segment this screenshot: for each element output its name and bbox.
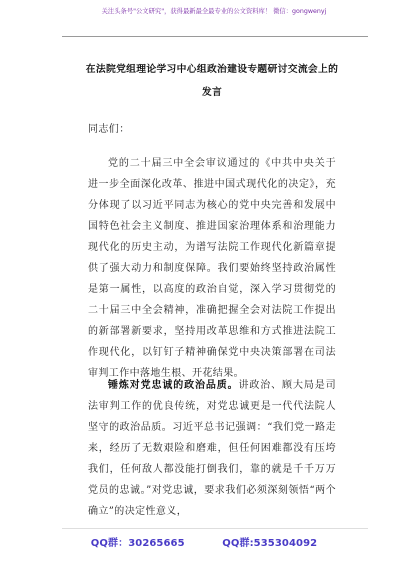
footer-contact [0, 534, 408, 549]
paragraph-2-lead: 锤炼对党忠诚的政治品质。 [108, 380, 239, 391]
header-promo-note: 关注头条号"公文研究"，获得最新最全最专业的公文资料库！ 微信：gongwenyj [101, 8, 327, 15]
document-title [74, 58, 350, 104]
paragraph-1: 党的二十届三中全会审议通过的《中共中央关于进一步全面深化改革、推进中国式现代化的决定》，充分体现了以习近平同志为核心的党中央完善和发展中国特色社会主义制度、推进国家治理体系和治理能力现代化的历史主动，为谱写法院工作现代化新篇章提供了强大动力和制度保障。我们要始终坚持政治属性是第一属性，以高度的政治自觉，深入学习贯彻党的二十届三中全会精神，准确把握全会对法院工作提出的新部署新要求，坚持用改革思维和方式推进法院工作现代化，以钉钉子精神确保党中央决策部署在司法审判工作中落地生根、开花结果。 [88, 158, 336, 379]
footer-qq-group-1: QQ群：30265665 [90, 538, 185, 549]
paragraph-2-text: 讲政治、顾大局是司法审判工作的优良传统，对党忠诚更是一代代法院人坚守的政治品质。习近平总书记强调：“我们党一路走来，经历了无数艰险和磨难，但任何困难都没有压垮我们，任何敌人都没能打倒我们，靠的就是千千万万党员的忠诚。”对党忠诚，要求我们必须深刻领悟“两个确立”的决定性意义， [88, 380, 336, 517]
paragraph-2 [88, 375, 336, 521]
document-title-line-2: 发言 [201, 87, 223, 98]
footer-divider [62, 528, 368, 529]
greeting: 同志们： [88, 124, 130, 135]
header-divider [62, 36, 368, 37]
footer-qq-group-2: QQ群:535304092 [222, 538, 318, 549]
document-title-line-1: 在法院党组理论学习中心组政治建设专题研讨交流会上的 [85, 64, 339, 75]
